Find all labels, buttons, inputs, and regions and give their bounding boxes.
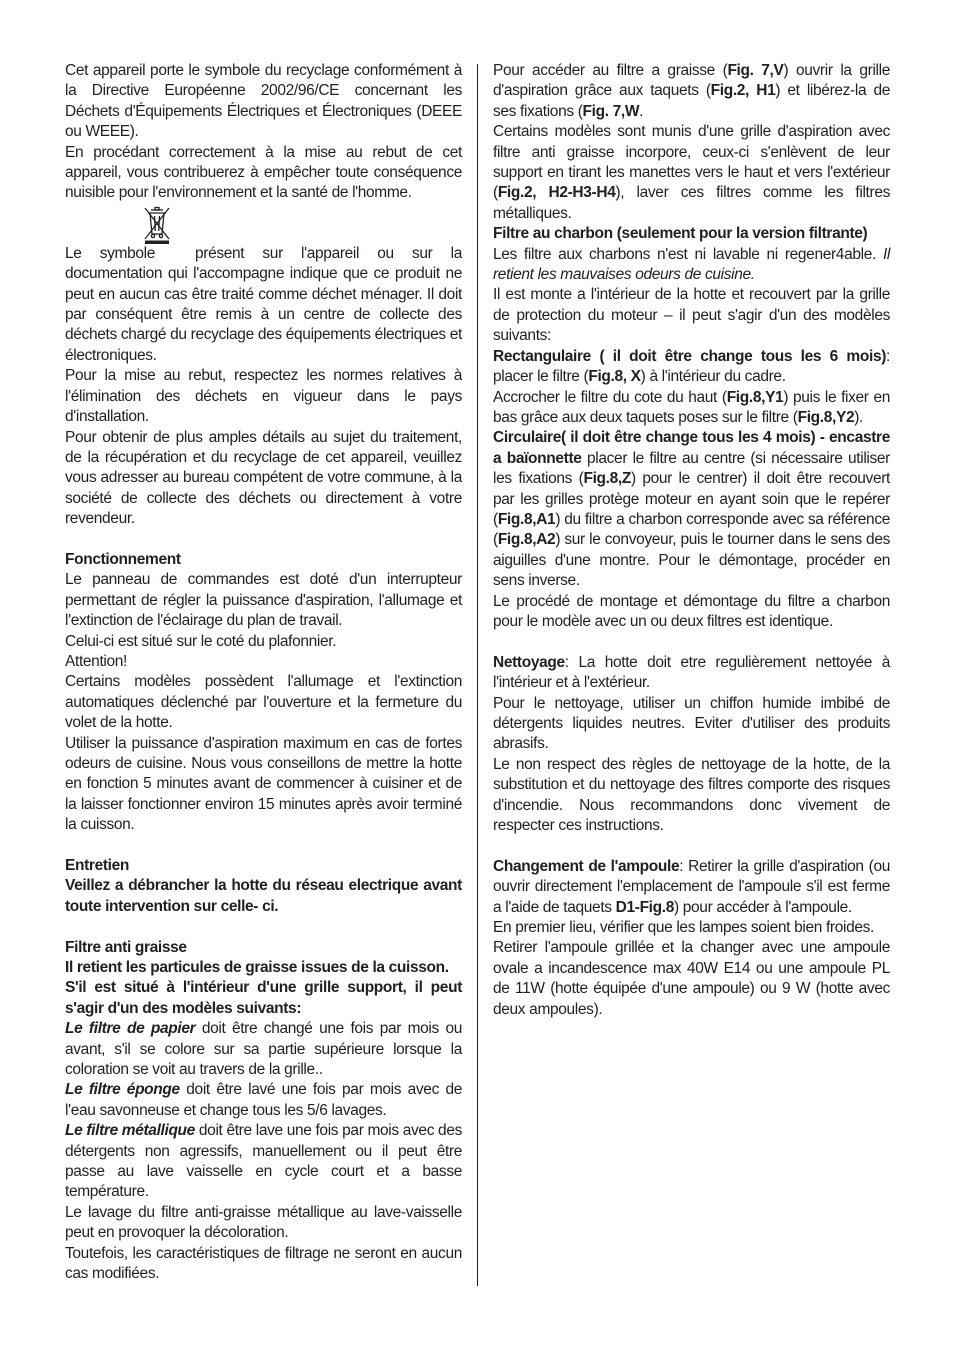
filtre-eponge: Le filtre éponge doit être lavé une fois par mois avec de l'eau savonneuse et change tous les 5/6 lavages. <box>65 1081 462 1119</box>
charbon-heading: Filtre au charbon (seulement pour la version filtrante) <box>493 225 868 243</box>
right-column <box>493 61 890 1020</box>
fonctionnement-p4: Certains modèles possèdent l'allumage et l'extinction automatiques déclenché par l'ouverture et la fermeture du volet de la hotte. <box>65 673 462 732</box>
fonctionnement-p2: Celui-ci est situé sur le coté du plafonnier. <box>65 632 337 650</box>
filtre-graisse-b2: S'il est situé à l'intérieur d'une grille support, il peut s'agir d'un des modèles suivants: <box>65 979 462 1017</box>
filtre-graisse-b1: Il retient les particules de graisse issues de la cuisson. <box>65 959 449 977</box>
fonctionnement-p5: Utiliser la puissance d'aspiration maximum en cas de fortes odeurs de cuisine. Nous vous conseillons de mettre la hotte en fonction 5 minutes avant de commencer à cuisiner et de la laisser fonctionner environ 15 minutes après avoir terminé la cuisson. <box>65 734 462 834</box>
ampoule: Changement de l'ampoule: Retirer la grille d'aspiration (ou ouvrir directement l'emplacement de l'ampoule s'il est ferme a l'aide de taquets D1-Fig.8) pour accéder à l'ampoule. <box>493 857 891 916</box>
weee-symbol-text: présent sur l'appareil ou sur la documentation qui l'accompagne indique que ce produit ne peut en aucun cas être traité comme déchet ménager. Il doit par conséquent être remis à un centre de collecte des déchets chargé du recyclage des équipements électriques et électroniques. <box>65 244 462 364</box>
charbon-p2: Il est monte a l'intérieur de la hotte et recouvert par la grille de protection du moteur – il peut s'agir d'un des modèles suivants: <box>493 286 890 345</box>
circulaire: Circulaire( il doit être change tous les 4 mois) - encastre a baïonnette placer le filtre au centre (si nécessaire utiliser les fixations (Fig.8,Z) pour le centrer) il doit être recouvert par les grilles protège moteur en ayant soin que le repérer (Fig.8,A1) du filtre a charbon corresponde avec sa référence (Fig.8,A2) sur le convoyeur, puis le tourner dans le sens des aiguilles d'une montre. Pour le démontage, procéder en sens inverse. <box>493 429 890 590</box>
weee-symbol-paragraph <box>65 204 462 366</box>
left-column <box>65 61 462 1285</box>
column-divider <box>477 64 478 1286</box>
fonctionnement-p1: Le panneau de commandes est doté d'un interrupteur permettant de régler la puissance d'aspiration, l'allumage et l'extinction de l'éclairage du plan de travail. <box>65 571 462 630</box>
charbon-p1: Les filtre aux charbons n'est ni lavable ni regener4able. Il retient les mauvaises odeurs de cuisine. <box>493 245 890 284</box>
filtre-graisse-heading: Filtre anti graisse <box>65 938 187 956</box>
ampoule-p3: Retirer l'ampoule grillée et la changer avec une ampoule ovale a incandescence max 40W E14 ou une ampoule PL de 11W (hotte équipée d'une ampoule) ou 9 W (hotte avec deux ampoules). <box>493 939 890 1018</box>
nettoyage: Nettoyage: La hotte doit etre regulièrement nettoyée à l'intérieur et à l'extérieur. <box>493 653 890 692</box>
fonctionnement-attention: Attention! <box>65 652 127 670</box>
ampoule-p2: En premier lieu, vérifier que les lampes soient bien froides. <box>493 919 874 937</box>
accrocher: Accrocher le filtre du cote du haut (Fig.8,Y1) puis le fixer en bas grâce aux deux taquets poses sur le filtre (Fig.8,Y2). <box>493 388 891 426</box>
entretien-heading: Entretien <box>65 857 130 874</box>
weee-disposal: Pour la mise au rebut, respectez les normes relatives à l'élimination des déchets en vigueur dans le pays d'installation. <box>65 367 462 426</box>
fonctionnement-heading: Fonctionnement <box>65 550 181 568</box>
certains-modeles: Certains modèles sont munis d'une grille d'aspiration avec filtre anti graisse incorpore, ceux-ci s'enlèvent de leur support en tirant les manettes vers le haut et vers l'extérieur (Fig.2, H2-H3-H4), laver ces filtres comme les filtres métalliques. <box>493 123 890 222</box>
acces-filtre: Pour accéder au filtre a graisse (Fig. 7,V) ouvrir la grille d'aspiration grâce aux taquets (Fig.2, H1) et libérez-la de ses fixations (Fig. 7,W. <box>493 62 890 120</box>
rectangulaire: Rectangulaire ( il doit être change tous les 6 mois): placer le filtre (Fig.8, X) à l'intérieur du cadre. <box>493 347 890 386</box>
nettoyage-p2: Pour le nettoyage, utiliser un chiffon humide imbibé de détergents liquides neutres. Eviter d'utiliser des produits abrasifs. <box>493 694 890 753</box>
procede-paragraph: Le procédé de montage et démontage du filtre a charbon pour le modèle avec un ou deux filtres est identique. <box>493 592 890 630</box>
toutefois-paragraph: Toutefois, les caractéristiques de filtrage ne seront en aucun cas modifiées. <box>65 1244 462 1283</box>
filtre-metallique: Le filtre métallique doit être lave une fois par mois avec des détergents non agressifs, manuellement ou il peut être passe au lave vaisselle en cycle court et a basse température. <box>65 1122 462 1201</box>
filtre-papier: Le filtre de papier doit être changé une fois par mois ou avant, s'il se colore sur sa partie supérieure lorsque la coloration se voit au travers de la grille.. <box>65 1020 462 1079</box>
entretien-warning: Veillez a débrancher la hotte du réseau electrique avant toute intervention sur celle- ci. <box>65 877 462 915</box>
nettoyage-p3: Le non respect des règles de nettoyage de la hotte, de la substitution et du nettoyage des filtres comporte des risques d'incendie. Nous recommandons donc vivement de respecter ces instructions. <box>493 755 890 835</box>
weee-more-info: Pour obtenir de plus amples détails au sujet du traitement, de la récupération et du recyclage de cet appareil, veuillez vous adresser au bureau compétent de votre commune, à la société de collecte des déchets ou directement à votre revendeur. <box>65 428 462 528</box>
lavage-paragraph: Le lavage du filtre anti-graisse métallique au lave-vaisselle peut en provoquer la décoloration. <box>65 1203 462 1242</box>
crossed-bin-icon <box>142 204 172 244</box>
weee-symbol-start: Le symbole <box>65 244 155 262</box>
weee-environment: En procédant correctement à la mise au rebut de cet appareil, vous contribuerez à empêcher toute conséquence nuisible pour l'environnement et la santé de l'homme. <box>65 143 462 202</box>
weee-intro: Cet appareil porte le symbole du recyclage conformément à la Directive Européenne 2002/96/CE concernant les Déchets d'Équipements Électriques et Électroniques (DEEE ou WEEE). <box>65 62 462 141</box>
